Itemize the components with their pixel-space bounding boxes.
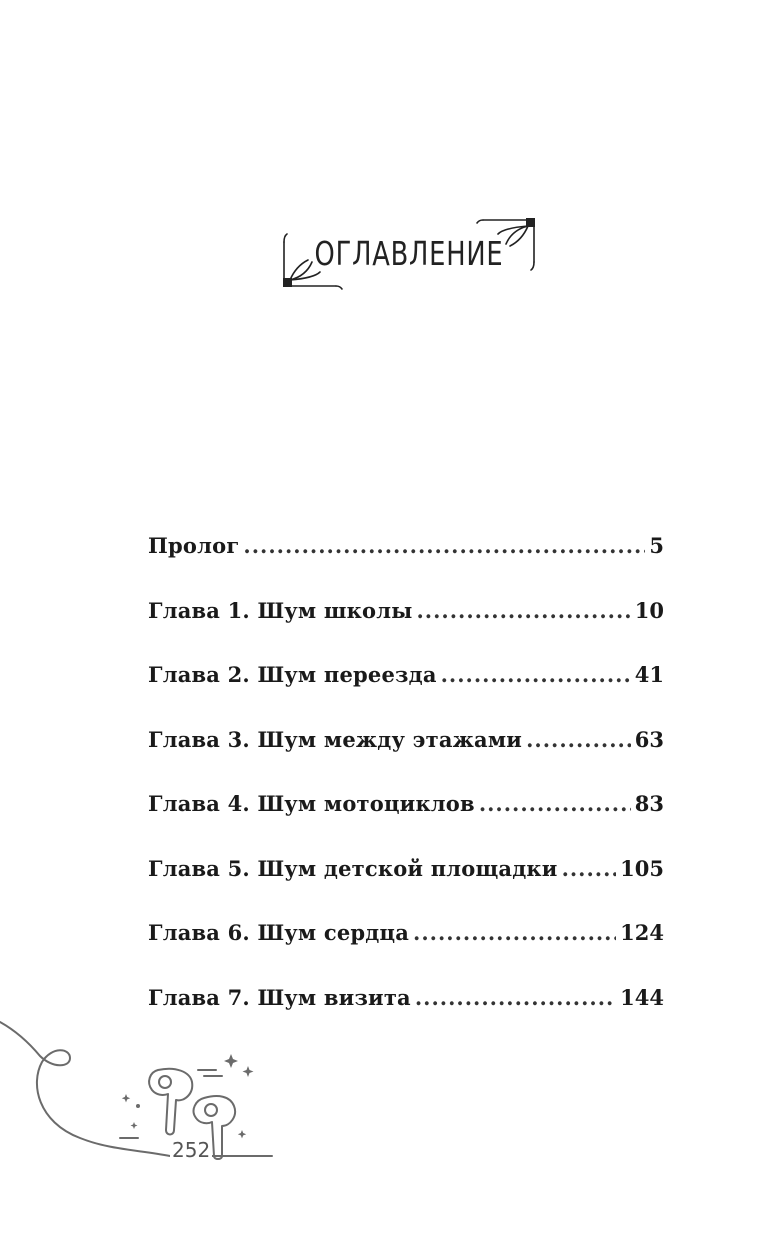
toc-dot-leader — [562, 856, 617, 881]
toc-entry-label: Глава 1. Шум школы — [148, 597, 413, 623]
toc-entry-label: Глава 3. Шум между этажами — [148, 726, 523, 752]
page-title: ОГЛАВЛЕНИЕ — [314, 234, 504, 273]
earbuds-icon — [0, 1010, 290, 1170]
toc-dot-leader — [415, 985, 616, 1010]
toc-entry — [148, 533, 664, 598]
toc-entry-page: 144 — [620, 984, 664, 1010]
toc-entry — [148, 598, 664, 663]
table-of-contents — [148, 533, 664, 1049]
toc-entry — [148, 727, 664, 792]
toc-entry-page: 105 — [620, 855, 664, 881]
toc-dot-leader — [243, 533, 645, 558]
toc-dot-leader — [416, 598, 630, 623]
toc-entry-page: 124 — [620, 920, 664, 945]
toc-entry-page: 5 — [649, 533, 664, 558]
toc-dot-leader — [526, 727, 631, 752]
toc-entry-page: 10 — [634, 597, 664, 623]
toc-entry-label: Пролог — [148, 533, 240, 558]
toc-entry-label: Глава 4. Шум мотоциклов — [148, 791, 475, 816]
page-number: 252 — [172, 1138, 211, 1162]
toc-entry-page: 63 — [634, 726, 664, 752]
toc-entry-page: 83 — [634, 791, 664, 816]
toc-entry-page: 41 — [634, 662, 664, 687]
toc-dot-leader — [413, 920, 616, 945]
toc-entry — [148, 791, 664, 856]
toc-dot-leader — [479, 791, 631, 816]
toc-entry-label: Глава 6. Шум сердца — [148, 920, 410, 945]
toc-entry-label: Глава 7. Шум визита — [148, 984, 411, 1010]
toc-entry-label: Глава 5. Шум детской площадки — [148, 855, 558, 881]
toc-entry — [148, 662, 664, 727]
toc-entry — [148, 856, 664, 921]
toc-entry — [148, 920, 664, 985]
toc-dot-leader — [441, 662, 631, 687]
toc-entry-label: Глава 2. Шум переезда — [148, 662, 437, 687]
title-frame — [278, 212, 540, 298]
